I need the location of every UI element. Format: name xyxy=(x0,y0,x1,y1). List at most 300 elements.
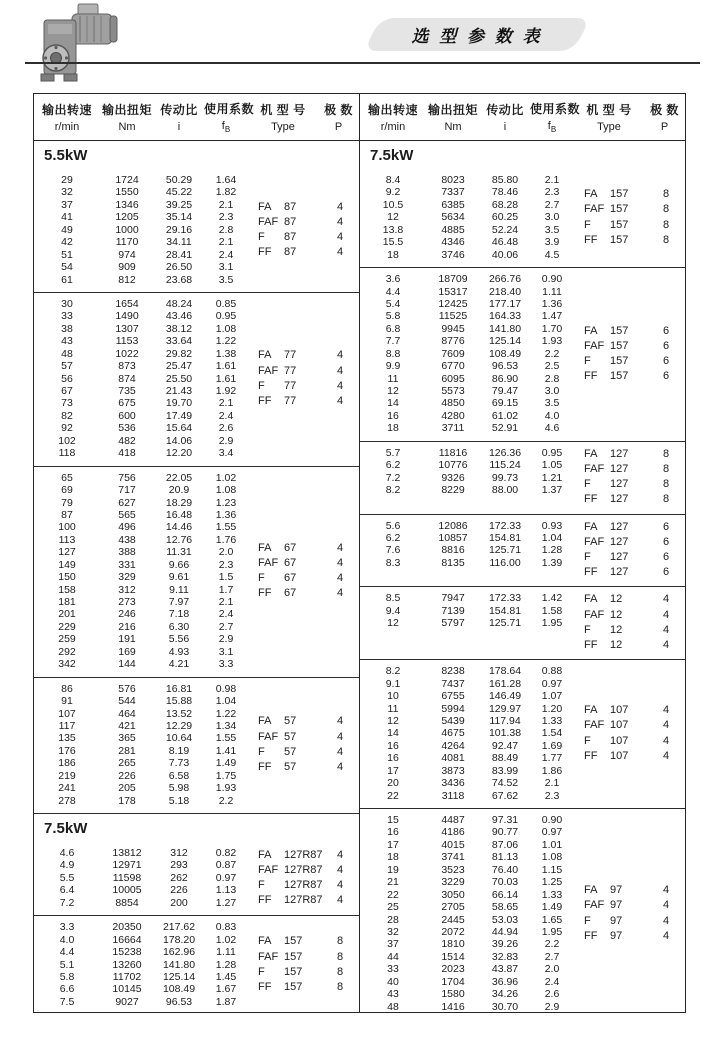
service-factor-value: 2.1 xyxy=(544,174,560,186)
poles-value: 4 xyxy=(336,879,344,892)
torque-value: 8023 xyxy=(441,174,465,186)
rpm-value: 241 xyxy=(58,782,76,795)
type-size: 97 xyxy=(610,914,623,927)
torque-value: 191 xyxy=(118,633,136,646)
poles-value: 4 xyxy=(662,914,670,927)
ratio-value: 61.02 xyxy=(491,409,519,422)
type-model: FF xyxy=(584,566,598,579)
table-row xyxy=(34,584,248,596)
torque-value: 9945 xyxy=(441,322,465,335)
torque-value: 3746 xyxy=(441,248,465,261)
torque-value: 3229 xyxy=(441,876,465,889)
poles-value: 4 xyxy=(336,863,344,876)
type-row xyxy=(258,848,359,863)
rpm-value: 37 xyxy=(387,938,399,951)
type-row xyxy=(258,878,359,893)
torque-value: 8229 xyxy=(441,484,465,497)
ratio-value: 117.94 xyxy=(489,714,521,727)
rpm-value: 73 xyxy=(61,397,73,410)
service-factor-value: 0.87 xyxy=(215,859,237,872)
rpm-value: 37 xyxy=(61,198,73,211)
rpm-value: 57 xyxy=(61,360,73,373)
ratio-value: 90.77 xyxy=(491,826,519,839)
rpm-value: 87 xyxy=(61,508,73,521)
header-label-en: P xyxy=(334,121,343,133)
torque-value: 3711 xyxy=(441,422,465,435)
torque-value: 4885 xyxy=(441,223,465,236)
table-row xyxy=(34,385,248,397)
table-row xyxy=(34,934,248,946)
type-size: 67 xyxy=(284,556,297,569)
table-row xyxy=(360,876,574,888)
rpm-value: 43 xyxy=(61,335,73,348)
torque-value: 13812 xyxy=(112,847,142,859)
ratio-value: 17.49 xyxy=(165,409,193,422)
rpm-value: 48 xyxy=(61,347,73,360)
service-factor-value: 1.34 xyxy=(215,719,237,732)
type-model: FA xyxy=(584,188,598,201)
table-row xyxy=(34,546,248,558)
service-factor-value: 1.67 xyxy=(215,983,237,996)
ratio-value: 6.30 xyxy=(168,620,190,633)
rpm-value: 113 xyxy=(58,533,76,546)
type-row xyxy=(584,638,685,653)
rpm-value: 15 xyxy=(387,814,399,826)
table-row xyxy=(34,921,248,933)
rpm-value: 7.7 xyxy=(385,335,401,348)
service-factor-value: 1.75 xyxy=(215,769,237,782)
ratio-value: 53.03 xyxy=(491,913,519,926)
header-label-en: Type xyxy=(597,121,621,133)
type-list xyxy=(248,683,359,807)
service-factor-value: 1.08 xyxy=(541,851,563,864)
poles-value: 6 xyxy=(662,339,670,352)
poles-value: 4 xyxy=(336,394,344,407)
torque-value: 216 xyxy=(118,620,136,633)
poles-value: 4 xyxy=(662,884,670,897)
rpm-value: 100 xyxy=(58,521,76,534)
type-row xyxy=(258,200,359,215)
ratio-value: 162.96 xyxy=(162,946,196,959)
poles-value: 4 xyxy=(336,848,344,861)
table-row xyxy=(34,971,248,983)
ratio-group xyxy=(360,441,685,514)
service-factor-value: 4.0 xyxy=(544,409,560,422)
poles-value: 8 xyxy=(662,203,670,216)
table-row xyxy=(360,310,574,322)
ratio-value: 68.28 xyxy=(491,198,519,211)
torque-value: 812 xyxy=(118,273,136,286)
poles-value: 8 xyxy=(336,965,344,978)
ratio-value: 39.25 xyxy=(165,198,193,211)
service-factor-value: 2.9 xyxy=(218,633,234,646)
type-size: 67 xyxy=(284,572,297,585)
service-factor-value: 1.11 xyxy=(542,285,562,298)
type-row xyxy=(584,898,685,913)
torque-value: 717 xyxy=(118,484,136,497)
service-factor-value: 2.1 xyxy=(544,777,560,790)
type-list xyxy=(248,472,359,671)
type-row xyxy=(584,462,685,477)
service-factor-value: 3.0 xyxy=(544,211,560,224)
torque-value: 388 xyxy=(118,546,136,559)
type-model: F xyxy=(584,734,591,747)
service-factor-value: 1.05 xyxy=(541,459,563,472)
type-row xyxy=(258,364,359,379)
type-model: FAF xyxy=(584,339,605,352)
rpm-value: 7.6 xyxy=(385,544,401,557)
ratio-value: 9.11 xyxy=(169,583,189,596)
type-list xyxy=(574,174,685,261)
service-factor-value: 1.93 xyxy=(215,782,237,795)
header-cell xyxy=(574,101,644,133)
ratio-value: 48.24 xyxy=(165,297,193,310)
header-label-zh: 机 型 号 xyxy=(586,103,632,117)
ratio-group xyxy=(360,659,685,808)
rpm-value: 8.3 xyxy=(385,556,401,569)
type-row xyxy=(584,233,685,248)
ratio-value: 32.83 xyxy=(491,950,519,963)
table-row xyxy=(34,211,248,223)
ratio-value: 4.21 xyxy=(168,658,190,671)
torque-value: 8854 xyxy=(115,896,139,909)
ratio-value: 36.96 xyxy=(491,975,519,988)
poles-value: 8 xyxy=(336,950,344,963)
ratio-value: 70.03 xyxy=(491,876,519,889)
ratio-value: 34.26 xyxy=(491,988,519,1001)
table-row xyxy=(360,777,574,789)
poles-value: 6 xyxy=(662,550,670,563)
data-rows xyxy=(360,520,574,581)
rpm-value: 18 xyxy=(387,851,399,864)
type-model: F xyxy=(258,379,265,392)
rpm-value: 186 xyxy=(58,757,76,770)
poles-value: 6 xyxy=(662,354,670,367)
table-row xyxy=(34,410,248,422)
ratio-value: 22.05 xyxy=(165,471,193,484)
table-row xyxy=(360,385,574,397)
torque-value: 312 xyxy=(118,583,136,596)
ratio-value: 178.64 xyxy=(488,665,522,678)
service-factor-value: 1.45 xyxy=(215,970,237,983)
torque-value: 8238 xyxy=(441,665,465,678)
table-row xyxy=(360,678,574,690)
torque-value: 675 xyxy=(118,397,136,410)
rpm-value: 5.5 xyxy=(59,871,75,884)
service-factor-value: 3.4 xyxy=(218,447,234,460)
service-factor-value: 1.27 xyxy=(215,896,237,909)
service-factor-value: 3.1 xyxy=(218,645,234,658)
ratio-value: 78.46 xyxy=(491,186,519,199)
type-size: 67 xyxy=(284,587,297,600)
poles-value: 6 xyxy=(662,520,670,533)
torque-value: 273 xyxy=(118,596,136,608)
type-row xyxy=(258,348,359,363)
torque-value: 7337 xyxy=(441,186,465,199)
type-size: 107 xyxy=(610,704,629,717)
ratio-value: 161.28 xyxy=(488,677,522,690)
torque-value: 3873 xyxy=(441,764,465,777)
rpm-value: 342 xyxy=(58,658,76,671)
service-factor-value: 1.37 xyxy=(541,484,563,497)
type-model: FAF xyxy=(258,863,279,876)
table-row xyxy=(34,472,248,484)
torque-value: 3741 xyxy=(441,851,465,864)
service-factor-value: 1.04 xyxy=(541,532,563,544)
data-rows xyxy=(360,447,574,508)
header-cell xyxy=(480,101,530,133)
torque-value: 1810 xyxy=(441,938,465,951)
service-factor-value: 2.1 xyxy=(218,596,234,608)
gearmotor-illustration xyxy=(28,2,120,88)
table-column-right xyxy=(359,94,685,1012)
table-row xyxy=(34,249,248,261)
table-row xyxy=(360,727,574,739)
header-label-zh: 输出扭矩 xyxy=(427,103,478,117)
table-row xyxy=(360,839,574,851)
table-row xyxy=(360,224,574,236)
rpm-value: 8.2 xyxy=(385,665,401,678)
service-factor-value: 2.4 xyxy=(218,248,234,261)
service-factor-value: 1.76 xyxy=(215,533,237,546)
header-label-en: r/min xyxy=(54,121,80,133)
torque-value: 9326 xyxy=(441,471,465,484)
table-row xyxy=(360,174,574,186)
power-section xyxy=(360,141,685,1012)
service-factor-value: 0.85 xyxy=(215,297,237,310)
poles-value: 4 xyxy=(336,349,344,362)
torque-value: 7437 xyxy=(441,677,465,690)
table-row xyxy=(34,646,248,658)
rpm-value: 38 xyxy=(61,322,73,335)
poles-value: 4 xyxy=(662,899,670,912)
header-label-zh: 传动比 xyxy=(486,103,524,117)
torque-value: 627 xyxy=(118,496,136,509)
type-model: FAF xyxy=(584,899,605,912)
torque-value: 265 xyxy=(118,757,136,770)
service-factor-value: 1.01 xyxy=(541,838,563,851)
ratio-value: 15.64 xyxy=(165,422,193,435)
poles-value: 4 xyxy=(662,929,670,942)
type-model: FF xyxy=(584,370,598,383)
table-row xyxy=(34,422,248,434)
ratio-value: 262 xyxy=(170,871,188,884)
service-factor-value: 3.0 xyxy=(544,385,560,397)
ratio-value: 12.20 xyxy=(165,447,193,460)
ratio-value: 115.24 xyxy=(489,459,521,472)
rpm-value: 8.5 xyxy=(385,592,401,605)
torque-value: 12971 xyxy=(112,859,142,872)
ratio-value: 34.11 xyxy=(166,236,192,249)
type-size: 12 xyxy=(610,638,623,651)
type-row xyxy=(258,556,359,571)
data-rows xyxy=(360,592,574,653)
type-model: FF xyxy=(584,233,598,246)
table-row xyxy=(360,373,574,385)
table-row xyxy=(34,447,248,459)
rpm-value: 21 xyxy=(387,876,399,889)
table-row xyxy=(34,298,248,310)
rpm-value: 102 xyxy=(58,434,76,447)
poles-value: 6 xyxy=(662,370,670,383)
torque-value: 1514 xyxy=(441,950,465,963)
rpm-value: 118 xyxy=(58,447,76,460)
ratio-value: 38.12 xyxy=(165,322,193,335)
torque-value: 1170 xyxy=(115,236,139,249)
poles-value: 8 xyxy=(662,447,670,460)
service-factor-value: 1.61 xyxy=(215,360,237,373)
type-size: 12 xyxy=(610,608,623,621)
rpm-value: 29 xyxy=(61,174,73,186)
type-model: FF xyxy=(584,493,598,506)
type-size: 57 xyxy=(284,761,297,774)
service-factor-value: 3.5 xyxy=(218,273,234,286)
rpm-value: 12 xyxy=(387,211,399,224)
torque-value: 544 xyxy=(118,695,136,708)
service-factor-value: 2.0 xyxy=(544,963,560,976)
ratio-value: 125.71 xyxy=(488,617,522,630)
torque-value: 6385 xyxy=(441,198,465,211)
torque-value: 3523 xyxy=(441,863,465,876)
rpm-value: 4.4 xyxy=(59,946,75,959)
table-row xyxy=(360,765,574,777)
ratio-value: 12.29 xyxy=(165,719,193,732)
ratio-value: 12.76 xyxy=(165,533,193,546)
type-row xyxy=(584,218,685,233)
service-factor-value: 2.2 xyxy=(218,794,234,807)
rpm-value: 7.5 xyxy=(59,995,75,1008)
service-factor-value: 2.3 xyxy=(218,211,234,224)
table-row xyxy=(34,795,248,807)
type-row xyxy=(584,202,685,217)
service-factor-value: 1.95 xyxy=(541,617,563,630)
ratio-value: 16.48 xyxy=(165,508,193,521)
torque-value: 600 xyxy=(118,409,136,422)
service-factor-value: 1.77 xyxy=(541,752,563,765)
torque-value: 7947 xyxy=(441,592,465,605)
type-model: FAF xyxy=(584,719,605,732)
type-row xyxy=(584,339,685,354)
torque-value: 1000 xyxy=(115,223,139,236)
header-label-en: Nm xyxy=(118,121,136,133)
table-row xyxy=(34,633,248,645)
poles-value: 6 xyxy=(662,324,670,337)
type-row xyxy=(584,929,685,944)
ratio-value: 141.80 xyxy=(162,958,196,971)
poles-value: 4 xyxy=(662,638,670,651)
type-row xyxy=(258,980,359,995)
rpm-value: 201 xyxy=(58,608,76,621)
type-size: 127 xyxy=(610,550,629,563)
rpm-value: 44 xyxy=(387,950,399,963)
torque-value: 421 xyxy=(118,719,136,732)
type-size: 157 xyxy=(284,935,303,948)
table-row xyxy=(34,571,248,583)
rpm-value: 259 xyxy=(58,633,76,646)
type-size: 57 xyxy=(284,730,297,743)
table-row xyxy=(34,859,248,871)
rpm-value: 92 xyxy=(61,422,73,435)
torque-value: 11525 xyxy=(438,310,468,323)
poles-value: 4 xyxy=(336,761,344,774)
service-factor-value: 2.1 xyxy=(218,198,234,211)
page-title: 选 型 参 数 表 xyxy=(411,27,543,46)
service-factor-value: 1.33 xyxy=(541,714,563,727)
type-model: FA xyxy=(584,324,598,337)
service-factor-value: 2.8 xyxy=(218,223,234,236)
table-row xyxy=(34,559,248,571)
torque-value: 11702 xyxy=(112,970,142,983)
torque-value: 5573 xyxy=(441,385,465,397)
ratio-value: 85.80 xyxy=(491,174,519,186)
rpm-value: 7.2 xyxy=(385,471,401,484)
header-label-zh: 输出扭矩 xyxy=(101,103,152,117)
ratio-value: 7.18 xyxy=(168,608,190,621)
table-row xyxy=(360,752,574,764)
table-row xyxy=(34,732,248,744)
rpm-value: 14 xyxy=(387,727,399,740)
ratio-value: 23.68 xyxy=(165,273,193,286)
header-divider xyxy=(25,62,700,64)
ratio-value: 52.91 xyxy=(491,422,519,435)
rpm-value: 11 xyxy=(387,702,399,715)
service-factor-value: 1.15 xyxy=(541,863,563,876)
service-factor-value: 0.90 xyxy=(541,814,563,826)
rpm-value: 28 xyxy=(387,913,399,926)
table-row xyxy=(360,605,574,617)
poles-value: 4 xyxy=(336,246,344,259)
torque-value: 874 xyxy=(118,372,136,385)
type-size: 12 xyxy=(610,593,623,606)
table-row xyxy=(34,658,248,670)
table-row xyxy=(360,703,574,715)
type-row xyxy=(584,565,685,580)
table-row xyxy=(34,708,248,720)
ratio-value: 116.00 xyxy=(489,556,521,569)
type-size: 157 xyxy=(610,218,629,231)
poles-value: 4 xyxy=(662,608,670,621)
poles-value: 8 xyxy=(662,218,670,231)
torque-value: 4264 xyxy=(441,739,465,752)
type-size: 57 xyxy=(284,715,297,728)
header-cell xyxy=(426,101,480,133)
type-size: 87 xyxy=(284,215,297,228)
ratio-value: 154.81 xyxy=(488,532,522,544)
service-factor-value: 2.6 xyxy=(544,988,560,1001)
type-model: FF xyxy=(584,749,598,762)
type-row xyxy=(258,863,359,878)
type-model: F xyxy=(584,478,591,491)
ratio-value: 86.90 xyxy=(491,372,519,385)
rpm-value: 12 xyxy=(387,385,399,397)
rpm-value: 4.6 xyxy=(59,847,75,859)
rpm-value: 20 xyxy=(387,777,399,790)
torque-value: 565 xyxy=(118,508,136,521)
ratio-value: 21.43 xyxy=(165,385,193,397)
torque-value: 1654 xyxy=(115,297,139,310)
ratio-value: 30.70 xyxy=(491,1000,519,1012)
type-size: 157 xyxy=(610,233,629,246)
rpm-value: 16 xyxy=(387,409,399,422)
type-model: FA xyxy=(584,884,598,897)
type-list xyxy=(574,592,685,653)
poles-value: 8 xyxy=(336,935,344,948)
table-row xyxy=(34,959,248,971)
torque-value: 4346 xyxy=(441,236,465,249)
service-factor-value: 1.82 xyxy=(215,186,237,199)
poles-value: 4 xyxy=(336,215,344,228)
service-factor-value: 1.28 xyxy=(541,544,563,557)
